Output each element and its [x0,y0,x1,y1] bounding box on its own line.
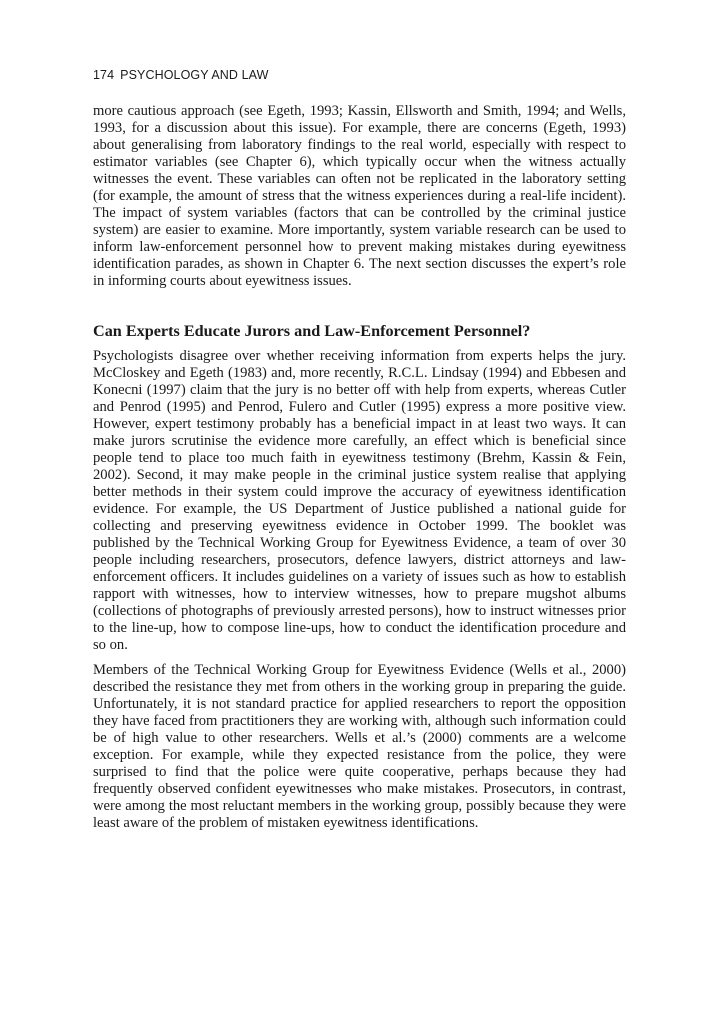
section-heading: Can Experts Educate Jurors and Law-Enforcement Personnel? [93,322,531,340]
running-title: PSYCHOLOGY AND LAW [120,68,269,82]
paragraph-3: Members of the Technical Working Group for Eyewitness Evidence (Wells et al., 2000) described the resistance they met from others in the working group in preparing the guide. Unfortunately, it is not standard practice for applied researchers to report the opposition they have faced from practitioners they are working with, although such information could be of high value to other researchers. Wells et al.’s (2000) comments are a welcome exception. For example, while they expected resistance from the police, they were surprised to find that the police were quite cooperative, perhaps because they had frequently observed confident eyewitnesses who make mistakes. Prosecutors, in contrast, were among the most reluctant members in the working group, possibly because they were least aware of the problem of mistaken eyewitness identifications. [93,662,626,831]
paragraph-2: Psychologists disagree over whether receiving information from experts helps the jury. McCloskey and Egeth (1983) and, more recently, R.C.L. Lindsay (1994) and Ebbesen and Konecni (1997) claim that the jury is no better off with help from experts, whereas Cutler and Penrod (1995) and Penrod, Fulero and Cutler (1995) express a more positive view. However, expert testimony probably has a beneficial impact in at least two ways. It can make jurors scrutinise the evidence more carefully, an effect which is beneficial since people tend to place too much faith in eyewitness testimony (Brehm, Kassin & Fein, 2002). Second, it may make people in the criminal justice system realise that applying better methods in their system could improve the accuracy of eyewitness identification evidence. For example, the US Department of Justice published a national guide for collecting and preserving eyewitness evidence in October 1999. The booklet was published by the Technical Working Group for Eyewitness Evidence, a team of over 30 people including researchers, prosecutors, defence lawyers, district attorneys and law-enforcement officers. It includes guidelines on a variety of issues such as how to establish rapport with witnesses, how to interview witnesses, how to prepare mugshot albums (collections of photographs of previously arrested persons), how to instruct witnesses prior to the line-up, how to compose line-ups, how to conduct the identification procedure and so on. [93,348,626,653]
running-head [93,66,626,84]
book-page [93,66,626,832]
page-number: 174 [93,68,115,82]
paragraph-1: more cautious approach (see Egeth, 1993; Kassin, Ellsworth and Smith, 1994; and Wells, 1993, for a discussion about this issue). For example, there are concerns (Egeth, 1993) about generalising from laboratory findings to the real world, especially with respect to estimator variables (see Chapter 6), which typically occur when the witness actually witnesses the event. These variables can often not be replicated in the laboratory setting (for example, the amount of stress that the witness experiences during a real-life incident). The impact of system variables (factors that can be controlled by the criminal justice system) are easier to examine. More importantly, system variable research can be used to inform law-enforcement personnel how to prevent making mistakes during eyewitness identification parades, as shown in Chapter 6. The next section discusses the expert’s role in informing courts about eyewitness issues. [93,103,626,289]
